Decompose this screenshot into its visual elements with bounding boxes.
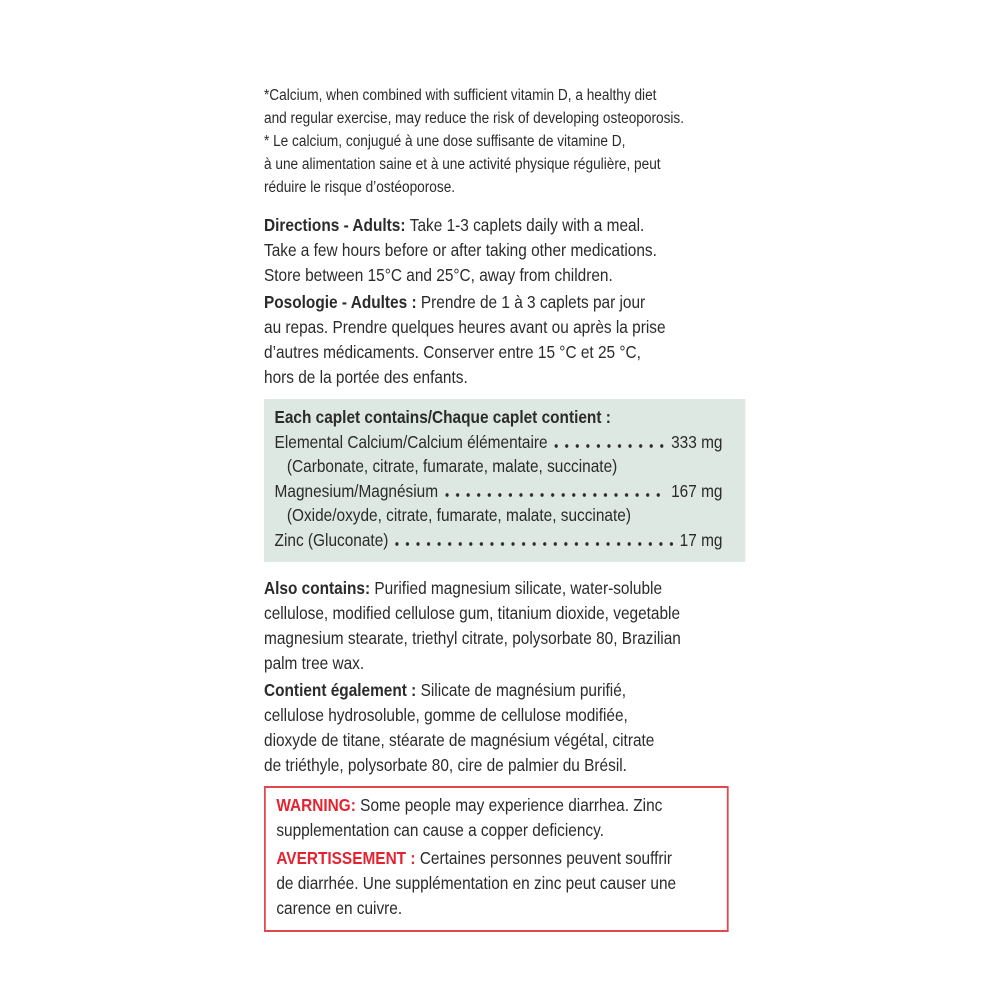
text-line: supplementation can cause a copper deficiency. [276,820,604,840]
text-line: cellulose, modified cellulose gum, titanium dioxide, vegetable [264,603,681,623]
ingredient-name: Magnesium/Magnésium [274,481,439,501]
ingredient-amount: 333 mg [671,432,723,452]
label-text-column [264,84,745,932]
directions-en-label: Directions - Adults: [264,215,406,235]
footnote-line: à une alimentation saine et à une activité physique régulière, peut [264,156,661,173]
warning-en-label: WARNING: [276,795,356,815]
ingredient-forms: (Carbonate, citrate, fumarate, malate, succinate) [286,456,618,476]
text-line [276,793,716,818]
directions-fr-text: Prendre de 1 à 3 caplets par jour [420,292,646,312]
panel-heading: Each caplet contains/Chaque caplet contient : [274,407,611,427]
ingredient-forms: (Oxide/oxyde, citrate, fumarate, malate, succinate) [286,505,631,525]
ingredient-name: Elemental Calcium/Calcium élémentaire [274,432,548,452]
also-contains-en-paragraph [264,576,745,676]
text-line [276,846,716,871]
warning-en-text: Some people may experience diarrhea. Zinc [360,795,663,815]
supplement-facts-panel [264,399,745,562]
footnote-line: réduire le risque d’ostéoporose. [264,179,456,196]
text-line: de triéthyle, polysorbate 80, cire de palmier du Brésil. [264,755,627,775]
directions-fr-paragraph [264,290,745,390]
text-line: au repas. Prendre quelques heures avant ou après la prise [264,317,666,337]
text-line: de diarrhée. Une supplémentation en zinc peut causer une [276,873,677,893]
ingredient-row-calcium [275,430,723,454]
ingredient-name: Zinc (Gluconate) [274,530,389,550]
directions-en-paragraph [264,213,745,288]
dot-leader [445,493,665,497]
footnote-line: *Calcium, when combined with sufficient vitamin D, a healthy diet [264,87,657,104]
dot-leader [555,444,665,448]
also-contains-fr-text: Silicate de magnésium purifié, [420,680,627,700]
text-line [264,290,745,315]
warning-en-paragraph [276,793,716,843]
warning-fr-label: AVERTISSEMENT : [276,848,416,868]
ingredient-amount: 167 mg [671,481,723,501]
text-line: d’autres médicaments. Conserver entre 15 °C et 25 °C, [264,342,641,362]
directions-en-text: Take 1-3 caplets daily with a meal. [409,215,645,235]
text-line: hors de la portée des enfants. [264,367,468,387]
text-line [264,576,745,601]
also-contains-fr-paragraph [264,678,745,778]
ingredient-row-magnesium [275,479,723,503]
also-contains-en-label: Also contains: [264,578,371,598]
directions-fr-label: Posologie - Adultes : [264,292,417,312]
text-line: Take a few hours before or after taking other medications. [264,240,657,260]
warning-fr-paragraph [276,846,716,921]
warning-box [264,786,729,932]
text-line: palm tree wax. [264,653,365,673]
text-line: magnesium stearate, triethyl citrate, polysorbate 80, Brazilian [264,628,681,648]
also-contains-fr-label: Contient également : [264,680,417,700]
warning-fr-text: Certaines personnes peuvent souffrir [419,848,673,868]
ingredient-amount: 17 mg [679,530,723,550]
text-line: Store between 15°C and 25°C, away from children. [264,265,613,285]
footnote-line: * Le calcium, conjugué à une dose suffisante de vitamine D, [264,133,626,150]
footnote-block [264,84,745,199]
text-line: carence en cuivre. [276,898,403,918]
footnote-line: and regular exercise, may reduce the risk of developing osteoporosis. [264,110,685,127]
text-line: dioxyde de titane, stéarate de magnésium végétal, citrate [264,730,655,750]
text-line [264,213,745,238]
text-line: cellulose hydrosoluble, gomme de cellulose modifiée, [264,705,628,725]
text-line [264,678,745,703]
ingredient-row-zinc [275,528,723,552]
also-contains-en-text: Purified magnesium silicate, water-soluble [374,578,663,598]
dot-leader [395,542,673,546]
